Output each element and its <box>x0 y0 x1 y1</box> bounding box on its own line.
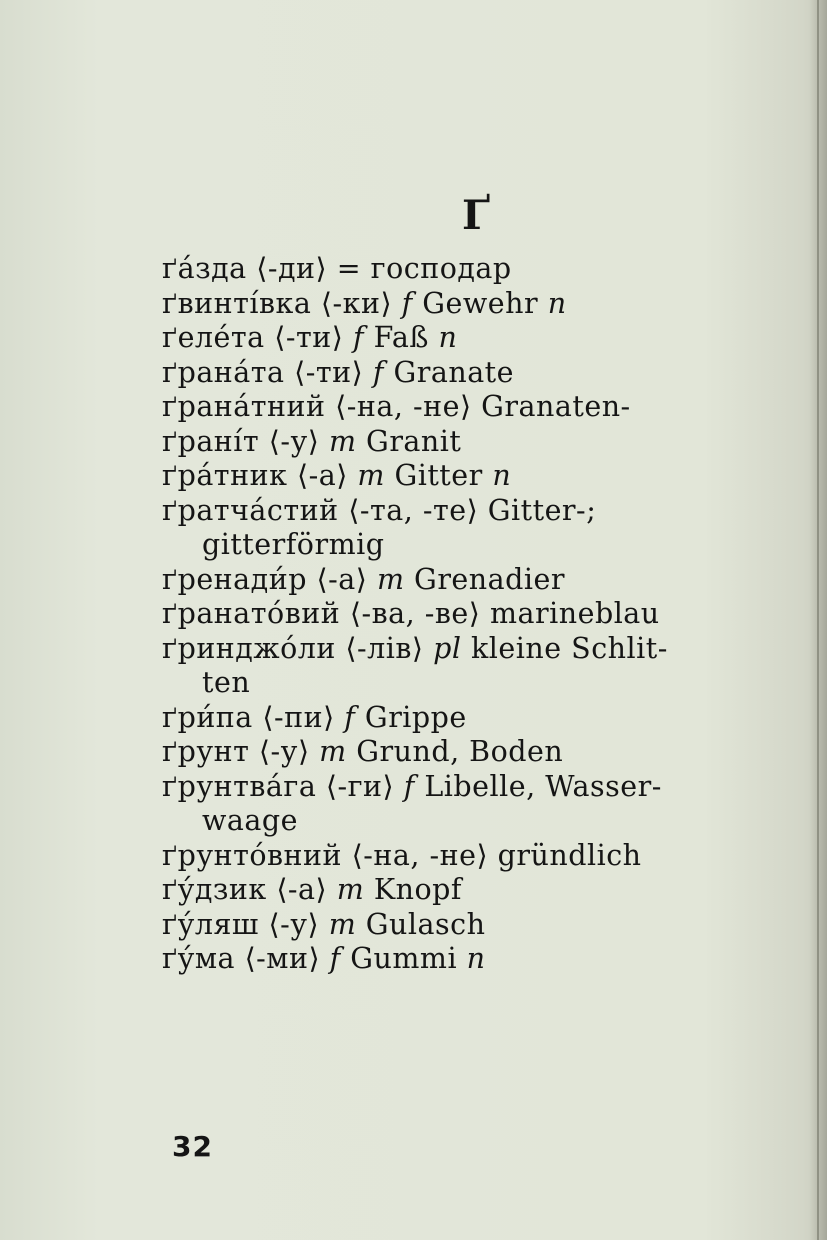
entry-gender: f <box>329 942 341 975</box>
entry-headword: ґрунтва́га <box>162 769 317 803</box>
entry-translation: Granaten- <box>481 390 631 423</box>
dictionary-entry <box>162 252 787 287</box>
entry-continuation: gitterförmig <box>202 528 385 561</box>
dictionary-entry <box>162 908 787 943</box>
entry-headword: ґрунто́вний <box>162 838 343 872</box>
entry-first-line <box>162 632 787 667</box>
entry-gender: f <box>401 286 413 320</box>
entry-first-line <box>162 494 782 529</box>
entry-translation: gründlich <box>497 838 642 872</box>
entry-gender: f <box>403 769 415 803</box>
entry-headword: ґринджо́ли <box>162 631 336 665</box>
entry-forms: ⟨-ми⟩ <box>244 942 321 975</box>
entry-headword: ґу́дзик <box>162 873 267 906</box>
entry-headword: ґвинті́вка <box>162 286 312 320</box>
entry-forms: ⟨-ва, -ве⟩ <box>349 597 481 630</box>
entry-headword: ґрані́т <box>162 424 260 458</box>
entry-headword: ґренади́р <box>162 562 307 596</box>
dictionary-entry <box>162 459 787 494</box>
entry-translation: Knopf <box>373 873 462 906</box>
dictionary-entry <box>162 839 787 874</box>
entry-headword: ґу́ляш <box>162 907 259 941</box>
section-letter-heading: Ґ <box>462 192 491 239</box>
entry-forms: ⟨-на, -не⟩ <box>335 390 472 423</box>
entry-forms: ⟨-ти⟩ <box>274 321 344 354</box>
dictionary-entry <box>162 770 787 839</box>
entry-forms: ⟨-у⟩ <box>268 424 320 458</box>
dictionary-entry <box>162 287 787 322</box>
entry-gender: m <box>336 873 365 906</box>
entry-translation-gender: n <box>466 942 486 975</box>
entry-translation: marineblau <box>489 597 660 630</box>
entry-translation: Gewehr <box>422 286 539 320</box>
entry-headword: ґрана́тний <box>162 390 326 423</box>
entry-headword: ґратча́стий <box>162 493 339 527</box>
entry-headword: ґри́па <box>162 700 253 734</box>
entry-forms: ⟨-та, -те⟩ <box>348 493 479 527</box>
entry-forms: ⟨-а⟩ <box>316 562 368 596</box>
entry-forms: ⟨-а⟩ <box>296 459 348 492</box>
dictionary-entry <box>162 390 787 425</box>
entry-headword: ґа́зда <box>162 252 247 285</box>
dictionary-entry <box>162 425 787 460</box>
entry-translation: Gitter <box>394 459 483 492</box>
entry-forms: ⟨-у⟩ <box>268 907 320 941</box>
entry-gender: m <box>328 424 357 458</box>
entry-headword: ґу́ма <box>162 942 235 975</box>
entry-forms: ⟨-у⟩ <box>258 735 310 768</box>
entry-forms: ⟨-ки⟩ <box>320 286 393 320</box>
entry-forms: ⟨-на, -не⟩ <box>351 838 489 872</box>
entry-translation: Libelle, Wasser- <box>424 769 662 803</box>
dictionary-entry <box>162 942 787 977</box>
entry-forms: ⟨-пи⟩ <box>262 700 335 734</box>
entry-translation-gender: n <box>438 321 458 354</box>
entry-translation: kleine Schlit- <box>471 631 668 665</box>
entry-first-line <box>162 770 787 805</box>
entry-translation-gender: n <box>492 459 512 492</box>
entry-translation: Gulasch <box>365 907 486 941</box>
entry-translation: Granate <box>393 355 515 389</box>
dictionary-entries <box>162 252 787 977</box>
dictionary-entry <box>162 494 787 563</box>
entry-translation: Grund, Boden <box>356 735 564 768</box>
entry-gender: f <box>344 700 356 734</box>
entry-translation: Gummi <box>350 942 458 975</box>
dictionary-entry <box>162 597 787 632</box>
entry-gender: m <box>319 735 347 768</box>
entry-forms: ⟨-ти⟩ <box>294 355 364 389</box>
entry-forms: ⟨-а⟩ <box>276 873 328 906</box>
entry-gender: m <box>376 562 405 596</box>
dictionary-entry <box>162 873 787 908</box>
entry-translation: Gitter-; <box>487 493 597 527</box>
entry-forms: ⟨-ги⟩ <box>325 769 395 803</box>
dictionary-entry <box>162 735 787 770</box>
entry-gender: m <box>328 907 357 941</box>
dictionary-entry <box>162 563 787 598</box>
entry-continuation: waage <box>202 804 298 837</box>
entry-gender: f <box>372 355 384 389</box>
entry-forms: ⟨-лів⟩ <box>345 631 424 665</box>
entry-continuation: ten <box>202 666 251 699</box>
entry-headword: ґранато́вий <box>162 597 341 630</box>
entry-gender: m <box>357 459 385 492</box>
entry-gender: f <box>352 321 364 354</box>
dictionary-entry <box>162 701 787 736</box>
entry-headword: ґра́тник <box>162 459 288 492</box>
page-number: 32 <box>172 1130 213 1163</box>
entry-headword: ґеле́та <box>162 321 265 354</box>
page-edge-line <box>817 0 819 1240</box>
entry-translation: Granit <box>366 424 462 458</box>
dictionary-entry <box>162 321 787 356</box>
dictionary-entry <box>162 632 787 701</box>
entry-translation-gender: n <box>547 286 567 320</box>
entry-forms: ⟨-ди⟩ <box>256 252 328 285</box>
dictionary-entry <box>162 356 787 391</box>
entry-translation: Faß <box>373 321 429 354</box>
entry-translation: = господар <box>336 252 512 285</box>
entry-translation: Grippe <box>364 700 467 734</box>
entry-headword: ґрана́та <box>162 355 285 389</box>
entry-gender: pl <box>433 631 462 665</box>
entry-headword: ґрунт <box>162 735 250 768</box>
entry-translation: Grenadier <box>414 562 565 596</box>
